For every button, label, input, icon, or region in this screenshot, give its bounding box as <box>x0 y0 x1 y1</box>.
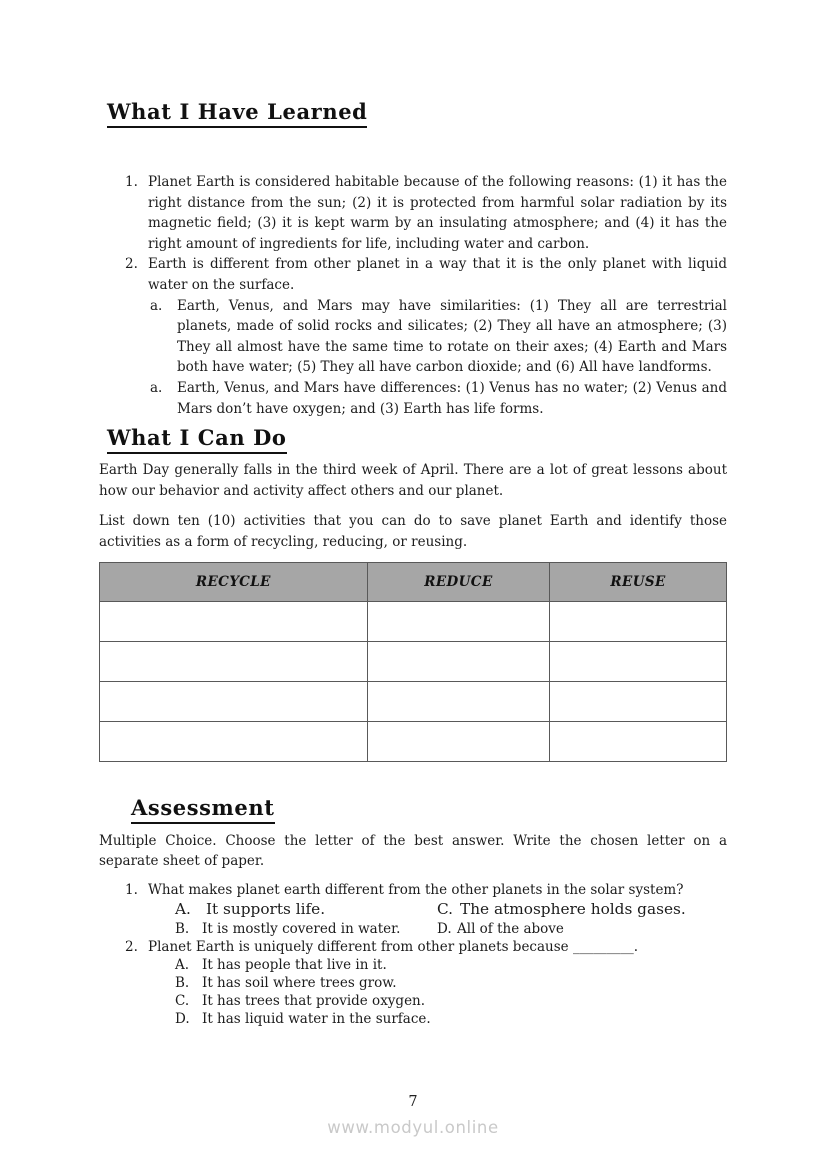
watermark-text: www.modyul.online <box>327 1118 499 1137</box>
question-2 <box>99 938 727 956</box>
table-row <box>100 601 727 641</box>
sub-list-item <box>99 296 727 378</box>
page-content <box>99 0 727 1028</box>
heading-assessment <box>131 795 727 824</box>
option-letter: A. <box>175 899 191 918</box>
table-header-row <box>100 562 727 601</box>
table-cell <box>550 681 727 721</box>
sub-list-item-text: Earth, Venus, and Mars may have similarities: (1) They all are terrestrial planets, made of solid rocks and silicates; (2) They all have an atmosphere; (3) They all almost have the same time to rotate on their axes; (4) Earth and Mars both have water; (5) They all have carbon dioxide; and (6) All have landforms. <box>177 297 727 376</box>
q2-option-c <box>99 992 727 1010</box>
option-letter: C. <box>175 992 190 1009</box>
table-header-reuse: REUSE <box>550 562 727 601</box>
option-c <box>437 899 686 920</box>
table-row <box>100 721 727 761</box>
list-item <box>99 172 727 254</box>
option-a <box>175 899 437 920</box>
page-number: 7 <box>408 1094 418 1110</box>
q1-options-row-2 <box>99 920 727 938</box>
list-letter: a. <box>150 297 163 314</box>
table-header-reduce: REDUCE <box>367 562 549 601</box>
table-cell <box>100 681 368 721</box>
option-letter: B. <box>175 920 190 937</box>
option-text: It has trees that provide oxygen. <box>202 992 426 1009</box>
table-cell <box>367 641 549 681</box>
question-1 <box>99 881 727 899</box>
option-text: The atmosphere holds gases. <box>460 899 686 918</box>
recycle-reduce-reuse-table <box>99 562 727 762</box>
table-cell <box>100 641 368 681</box>
option-text: It supports life. <box>206 899 326 918</box>
option-d <box>437 920 564 938</box>
heading-what-i-have-learned <box>107 99 727 128</box>
option-text: It has people that live in it. <box>202 956 387 973</box>
question-number: 1. <box>125 881 138 898</box>
option-text: All of the above <box>457 920 564 937</box>
heading-what-i-can-do <box>107 425 727 454</box>
option-letter: B. <box>175 974 190 991</box>
heading-text: What I Have Learned <box>107 99 367 128</box>
multiple-choice-instructions: Multiple Choice. Choose the letter of the best answer. Write the chosen letter on a separate sheet of paper. <box>99 832 727 870</box>
option-text: It is mostly covered in water. <box>202 920 401 937</box>
question-list <box>99 881 727 1028</box>
list-item-text: Earth is different from other planet in a way that it is the only planet with liquid water on the surface. <box>148 256 727 293</box>
table-row <box>100 681 727 721</box>
option-letter: D. <box>437 920 452 937</box>
table-cell <box>550 721 727 761</box>
table-cell <box>367 601 549 641</box>
sub-list-item-text: Earth, Venus, and Mars have differences: (1) Venus has no water; (2) Venus and Mars don’t have oxygen; and (3) Earth has life forms. <box>177 379 727 417</box>
table-cell <box>367 721 549 761</box>
list-letter: a. <box>150 379 163 396</box>
table-cell <box>100 601 368 641</box>
option-text: It has soil where trees grow. <box>202 974 397 991</box>
list-item-text: Planet Earth is considered habitable because of the following reasons: (1) it has the right distance from the sun; (2) it is protected from harmful solar radiation by its magnetic field; (3) it is kept warm by an insulating atmosphere; and (4) it has the right amount of ingredients for life, including water and carbon. <box>148 174 727 252</box>
sub-list-item <box>99 378 727 419</box>
heading-text: What I Can Do <box>107 425 287 454</box>
q2-option-d <box>99 1010 727 1028</box>
list-number: 1. <box>125 174 138 190</box>
table-cell <box>367 681 549 721</box>
list-activities-paragraph: List down ten (10) activities that you can do to save planet Earth and identify those activities as a form of recycling, reducing, or reusing. <box>99 513 727 550</box>
option-letter: C. <box>437 899 454 918</box>
table-cell <box>550 601 727 641</box>
earth-day-paragraph: Earth Day generally falls in the third week of April. There are a lot of great lessons about how our behavior and activity affect others and our planet. <box>99 462 727 499</box>
list-item <box>99 254 727 295</box>
option-text: It has liquid water in the surface. <box>202 1010 431 1027</box>
heading-text: Assessment <box>131 795 275 824</box>
question-number: 2. <box>125 938 138 955</box>
learned-list <box>99 172 727 419</box>
question-text: Planet Earth is uniquely different from other planets because _________. <box>148 938 638 955</box>
option-letter: A. <box>175 956 190 973</box>
q2-option-a <box>99 956 727 974</box>
table-cell <box>550 641 727 681</box>
option-letter: D. <box>175 1010 190 1027</box>
q1-options-row-1 <box>99 899 727 920</box>
table-row <box>100 641 727 681</box>
option-b <box>175 920 437 938</box>
question-text: What makes planet earth different from the other planets in the solar system? <box>148 881 684 898</box>
q2-option-b <box>99 974 727 992</box>
table-header-recycle: RECYCLE <box>100 562 368 601</box>
table-cell <box>100 721 368 761</box>
list-number: 2. <box>125 256 138 273</box>
